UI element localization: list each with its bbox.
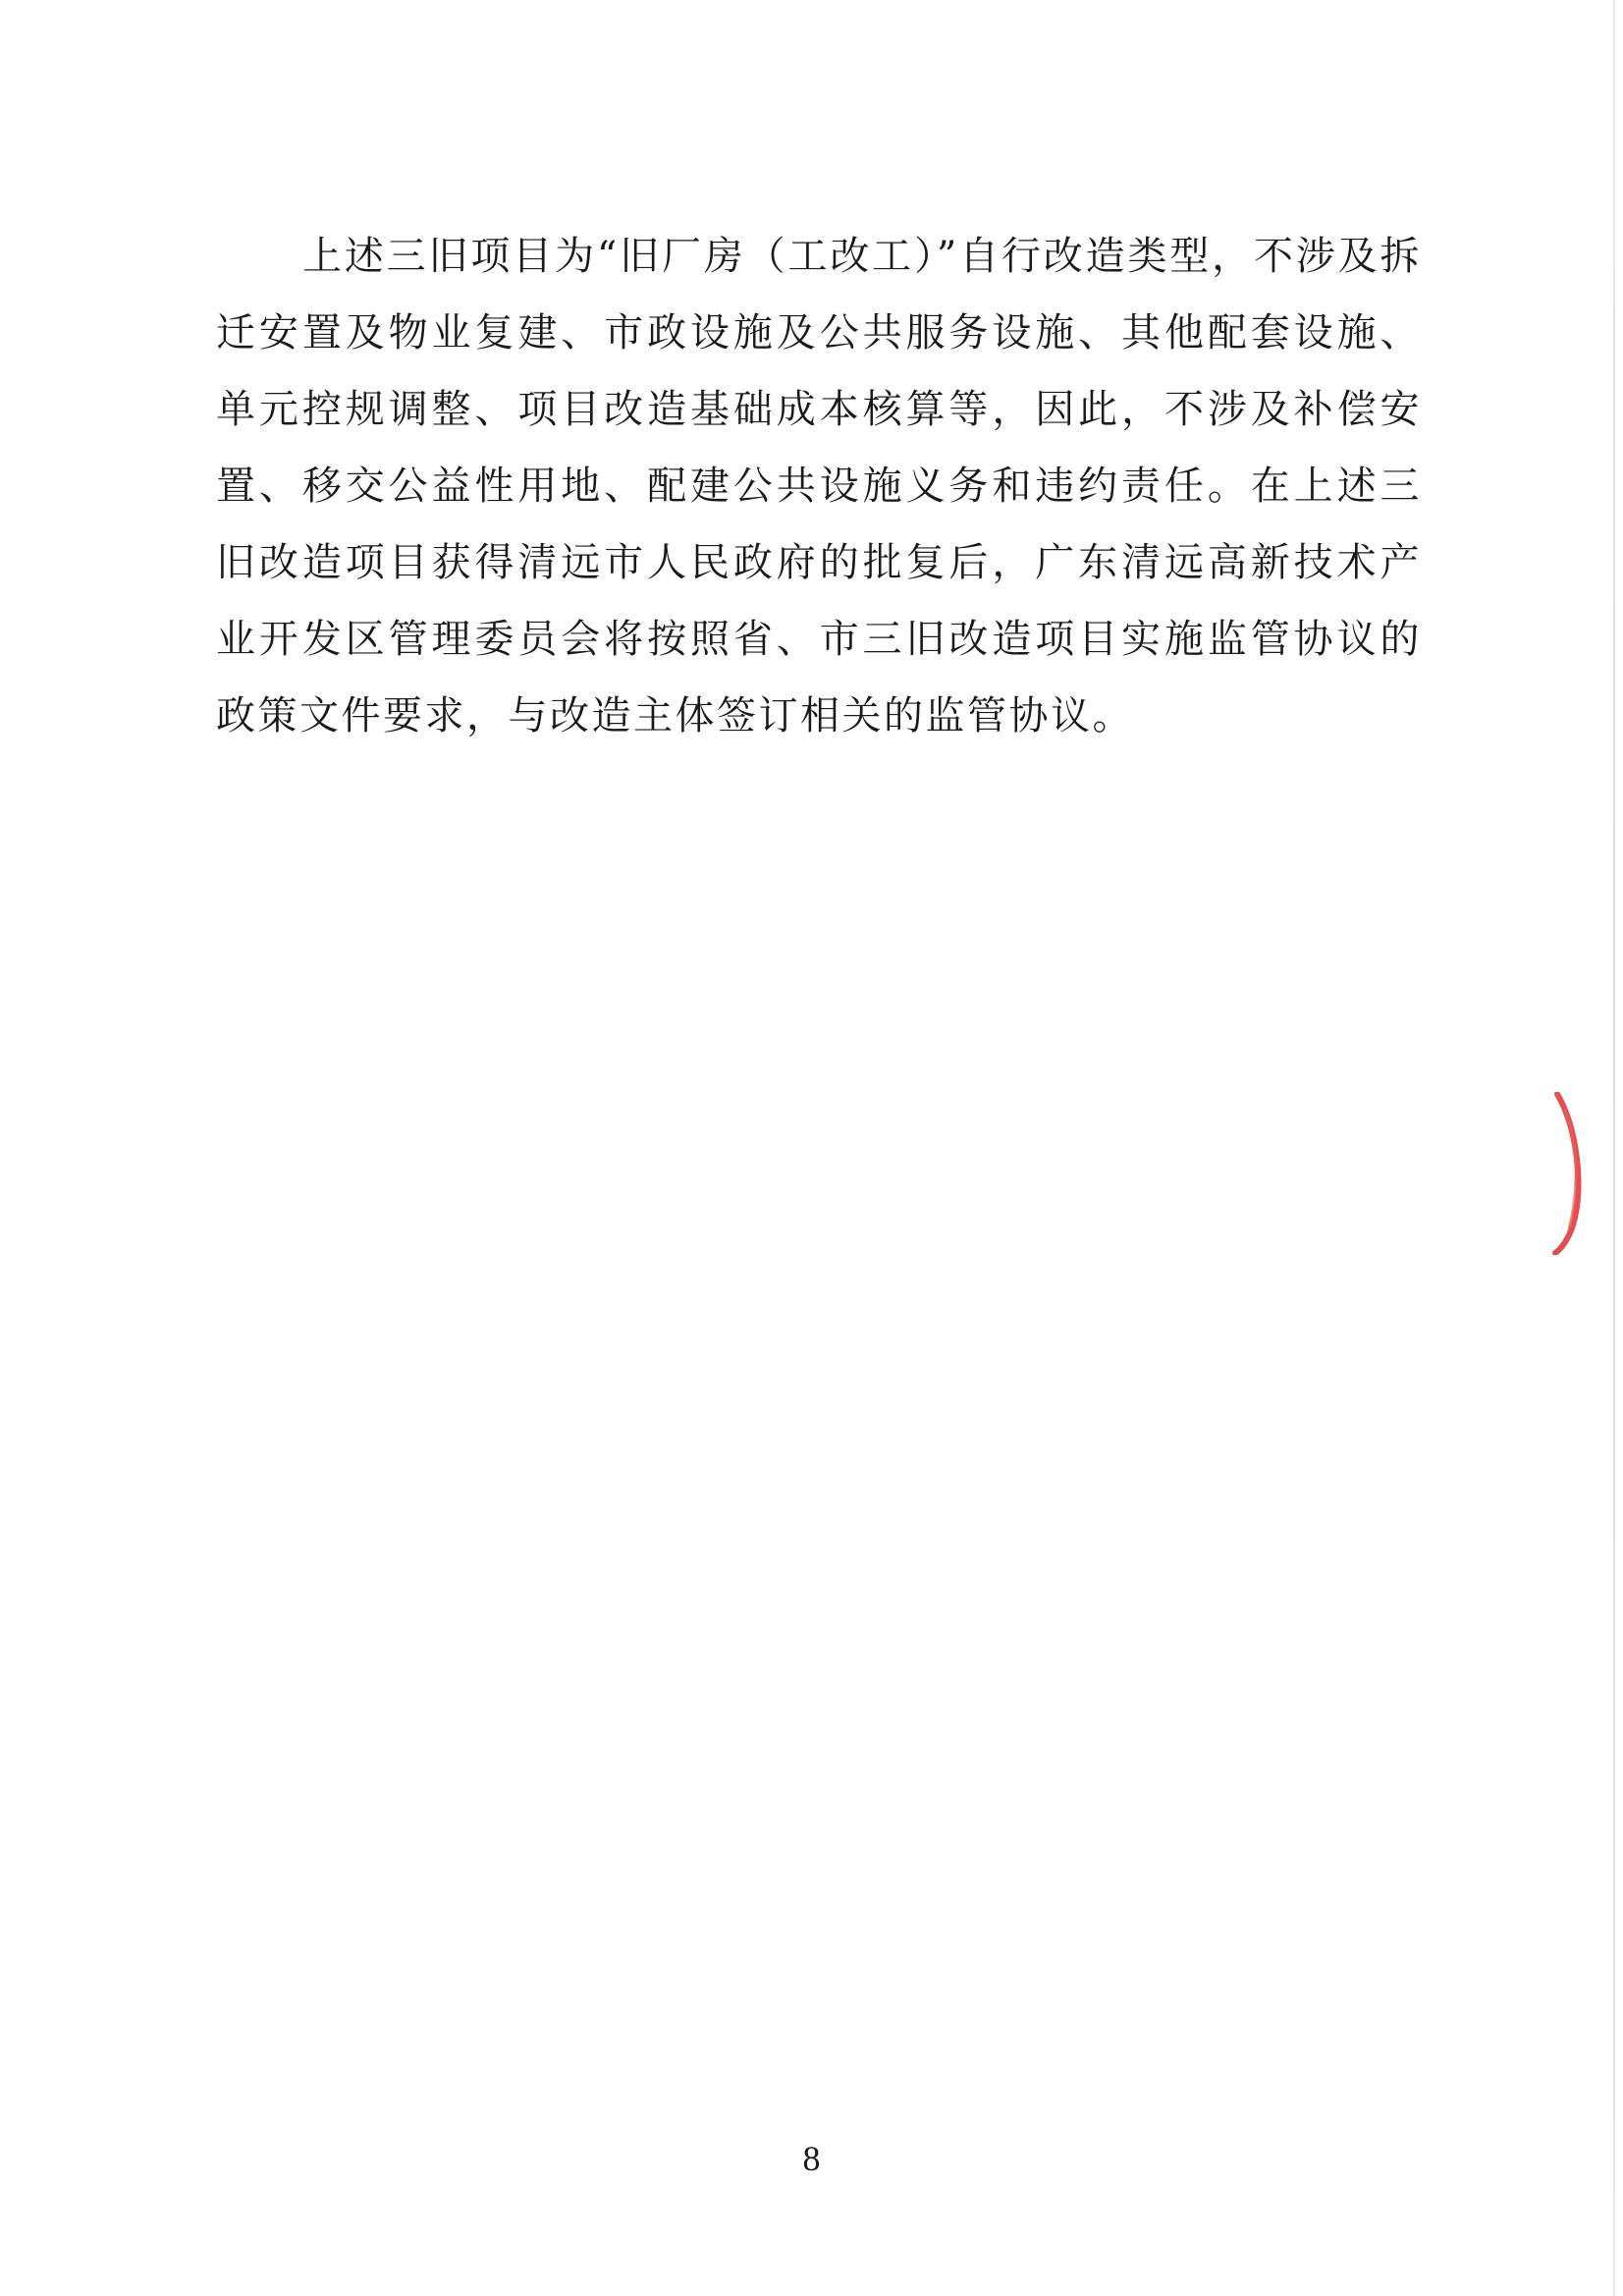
seal-stamp-edge — [1549, 1092, 1589, 1255]
page-number: 8 — [802, 2139, 821, 2178]
body-paragraph: 上述三旧项目为“旧厂房（工改工）”自行改造类型，不涉及拆迁安置及物业复建、市政设施及公共服务设施、其他配套设施、单元控规调整、项目改造基础成本核算等，因此，不涉及补偿安置、移交公益性用地、配建公共设施义务和违约责任。在上述三旧改造项目获得清远市人民政府的批复后，广东清远高新技术产业开发区管理委员会将按照省、市三旧改造项目实施监管协议的政策文件要求，与改造主体签订相关的监管协议。 — [216, 234, 1422, 738]
page-edge-shadow — [1613, 0, 1615, 2296]
